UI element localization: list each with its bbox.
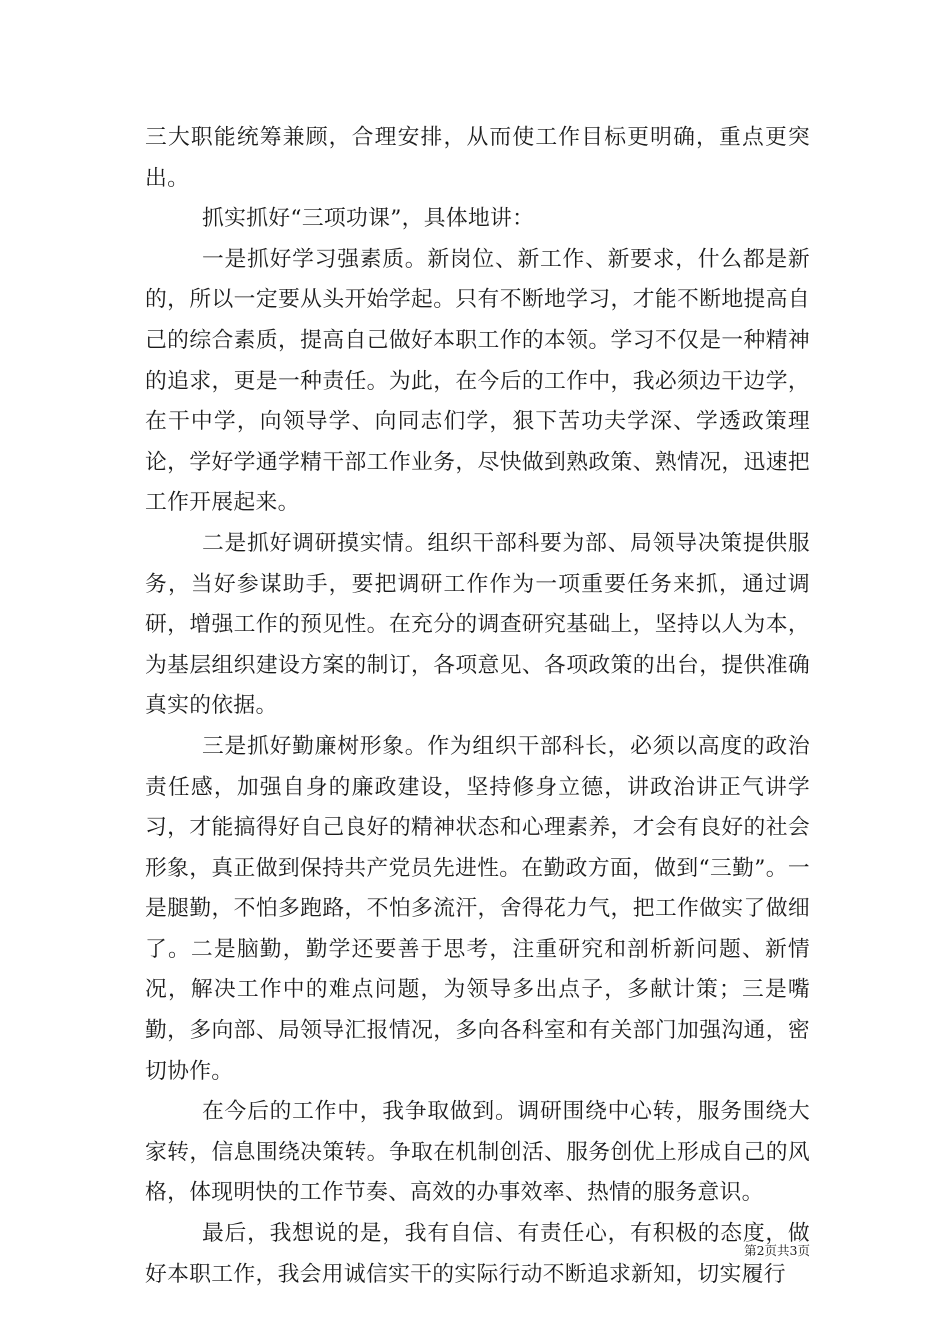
paragraph-5: 三是抓好勤廉树形象。作为组织干部科长，必须以高度的政治责任感，加强自身的廉政建设，坚持修身立德，讲政治讲正气讲学习，才能搞得好自己良好的精神状态和心理素养，才会有良好的社会形象，真正做到保持共产党员先进性。在勤政方面，做到“三勤”。一是腿勤，不怕多跑路，不怕多流汗，舍得花力气，把工作做实了做细了。二是脑勤，勤学还要善于思考，注重研究和剖析新问题、新情况，解决工作中的难点问题，为领导多出点子，多献计策；三是嘴勤，多向部、局领导汇报情况，多向各科室和有关部门加强沟通，密切协作。 — [145, 733, 810, 1084]
body-text — [145, 118, 810, 1295]
paragraph-4: 二是抓好调研摸实情。组织干部科要为部、局领导决策提供服务，当好参谋助手，要把调研工作作为一项重要任务来抓，通过调研，增强工作的预见性。在充分的调查研究基础上，坚持以人为本，为基层组织建设方案的制订，各项意见、各项政策的出台，提供准确真实的依据。 — [145, 530, 810, 719]
paragraph-7: 最后，我想说的是，我有自信、有责任心，有积极的态度，做好本职工作，我会用诚信实干的实际行动不断追求新知，切实履行 — [145, 1221, 810, 1287]
paragraph-2: 抓实抓好“三项功课”，具体地讲： — [202, 206, 535, 232]
page-number-footer: 第2页共3页 — [744, 1243, 810, 1258]
paragraph-3: 一是抓好学习强素质。新岗位、新工作、新要求，什么都是新的，所以一定要从头开始学起。只有不断地学习，才能不断地提高自己的综合素质，提高自己做好本职工作的本领。学习不仅是一种精神的追求，更是一种责任。为此，在今后的工作中，我必须边干边学，在干中学，向领导学、向同志们学，狠下苦功夫学深、学透政策理论，学好学通学精干部工作业务，尽快做到熟政策、熟情况，迅速把工作开展起来。 — [145, 246, 810, 516]
paragraph-6: 在今后的工作中，我争取做到。调研围绕中心转，服务围绕大家转，信息围绕决策转。争取在机制创活、服务创优上形成自己的风格，体现明快的工作节奏、高效的办事效率、热情的服务意识。 — [145, 1099, 810, 1206]
paragraph-1: 三大职能统筹兼顾，合理安排，从而使工作目标更明确，重点更突出。 — [145, 125, 810, 191]
